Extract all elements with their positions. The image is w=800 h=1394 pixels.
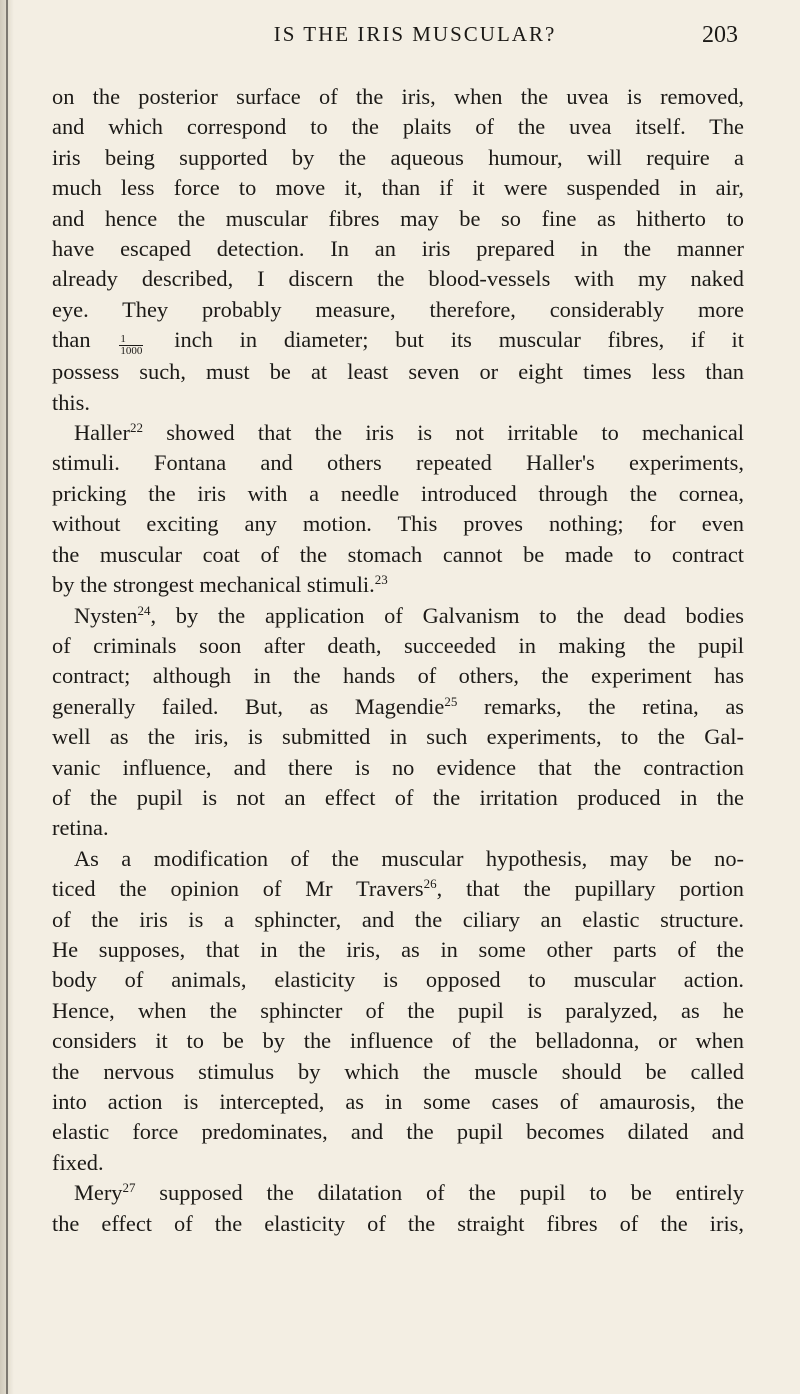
text-line: vanic influence, and there is no evidence that the contraction: [52, 754, 744, 780]
text-line: have escaped detection. In an iris prepared in the manner: [52, 236, 744, 262]
text-line: much less force to move it, than if it were suspended in air,: [52, 175, 744, 201]
text-line: and hence the muscular fibres may be so fine as hitherto to: [52, 205, 744, 231]
text-line: As a modification of the muscular hypothesis, may be no-: [74, 845, 744, 871]
text-line: without exciting any motion. This proves nothing; for even: [52, 511, 744, 537]
text-line: eye. They probably measure, therefore, considerably more: [52, 296, 744, 322]
text-line: iris being supported by the aqueous humour, will require a: [52, 144, 744, 170]
running-title: IS THE IRIS MUSCULAR?: [273, 22, 557, 46]
text-line: of criminals soon after death, succeeded in making the pupil: [52, 632, 744, 658]
text-line: body of animals, elasticity is opposed to muscular action.: [52, 967, 744, 993]
text-line: pricking the iris with a needle introduced through the cornea,: [52, 480, 744, 506]
text-line: well as the iris, is submitted in such experiments, to the Gal-: [52, 724, 744, 750]
text-line: fixed.: [52, 1149, 104, 1175]
footnote-ref: 25: [444, 693, 458, 709]
text-line: considers it to be by the influence of the belladonna, or when: [52, 1028, 744, 1054]
text-line: the nervous stimulus by which the muscle should be called: [52, 1058, 744, 1084]
text-line: ticed the opinion of Mr Travers$^{26}$, that the pupillary portion: [52, 876, 744, 902]
text-line: Mery$^{27}$ supposed the dilatation of the pupil to be entirely: [74, 1180, 744, 1206]
text-line: Hence, when the sphincter of the pupil is paralyzed, as he: [52, 997, 744, 1023]
text-line: the effect of the elasticity of the straight fibres of the iris,: [52, 1210, 744, 1236]
footnote-ref: 27: [122, 1180, 136, 1196]
text-line: contract; although in the hands of others, the experiment has: [52, 663, 744, 689]
text-line: possess such, must be at least seven or eight times less than: [52, 359, 744, 385]
page-number: 203: [702, 22, 738, 48]
footnote-ref: 22: [129, 420, 143, 436]
footnote-ref: 23: [374, 572, 388, 588]
footnote-ref: 26: [423, 876, 437, 892]
body-text: [52, 82, 744, 1239]
text-line: into action is intercepted, as in some cases of amaurosis, the: [52, 1089, 744, 1114]
text-line: and which correspond to the plaits of the uvea itself. The: [52, 114, 744, 140]
text-line: stimuli. Fontana and others repeated Haller's experiments,: [52, 450, 744, 476]
text-line: of the iris is a sphincter, and the ciliary an elastic structure.: [52, 906, 744, 932]
text-line: retina.: [52, 815, 109, 841]
text-line: by the strongest mechanical stimuli.$^{23}$: [52, 572, 388, 598]
text-line: already described, I discern the blood-vessels with my naked: [52, 266, 744, 292]
page-edge-line: [6, 0, 8, 1394]
text-line: this.: [52, 389, 90, 415]
text-line: He supposes, that in the iris, as in some other parts of the: [52, 936, 744, 962]
text-line: than $\frac{1}{1000}$ inch in diameter; but its muscular fibres, if it: [52, 327, 744, 358]
text-line: Nysten$^{24}$, by the application of Galvanism to the dead bodies: [74, 602, 744, 628]
fraction-numerator: 1: [119, 334, 143, 346]
text-line: generally failed. But, as Magendie$^{25}$ remarks, the retina, as: [52, 693, 744, 719]
text-line: the muscular coat of the stomach cannot be made to contract: [52, 541, 744, 567]
text-line: on the posterior surface of the iris, when the uvea is removed,: [52, 84, 744, 109]
fraction: [119, 334, 143, 357]
text-line: of the pupil is not an effect of the irritation produced in the: [52, 784, 744, 810]
footnote-ref: 24: [137, 602, 151, 618]
text-line: elastic force predominates, and the pupil becomes dilated and: [52, 1119, 744, 1145]
fraction-denominator: 1000: [120, 345, 143, 358]
text-line: Haller$^{22}$ showed that the iris is not irritable to mechanical: [74, 420, 744, 446]
page-header: [92, 22, 738, 54]
